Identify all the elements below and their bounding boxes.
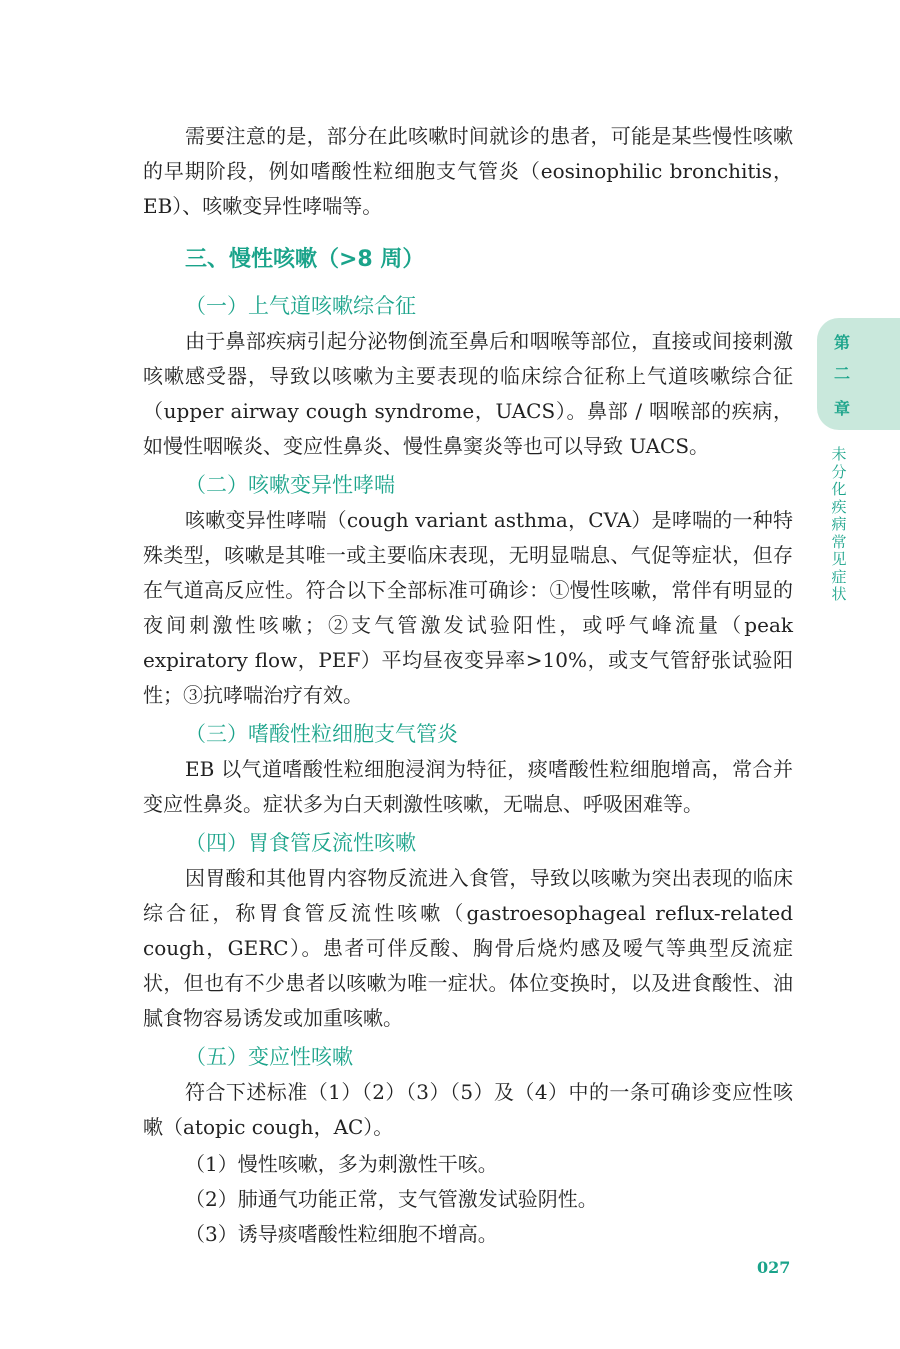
subheading-eb: （三）嗜酸性粒细胞支气管炎 (185, 722, 458, 746)
subheading-gerc: （四）胃食管反流性咳嗽 (185, 831, 416, 855)
subheading-uacs: （一）上气道咳嗽综合征 (185, 294, 416, 318)
chapter-tab-char: 章 (833, 399, 850, 418)
chapter-title-char: 常 (831, 532, 847, 551)
page-number: 027 (757, 1258, 791, 1277)
paragraph-eb: EB 以气道嗜酸性粒细胞浸润为特征，痰嗜酸性粒细胞增高，常合并变应性鼻炎。症状多为白天刺激性咳嗽，无喘息、呼吸困难等。 (143, 757, 793, 816)
criterion-item: （3）诱导痰嗜酸性粒细胞不增高。 (185, 1222, 498, 1246)
subheading-ac: （五）变应性咳嗽 (185, 1045, 353, 1069)
chapter-title-char: 分 (831, 462, 847, 481)
chapter-title-char: 未 (831, 445, 847, 463)
paragraph-intro: 需要注意的是，部分在此咳嗽时间就诊的患者，可能是某些慢性咳嗽的早期阶段，例如嗜酸性粒细胞支气管炎（eosinophilic bronchitis，EB）、咳嗽变异性哮喘等。 (143, 124, 793, 218)
page-content (143, 119, 793, 1252)
chapter-title-vertical (824, 446, 854, 604)
paragraph-uacs: 由于鼻部疾病引起分泌物倒流至鼻后和咽喉等部位，直接或间接刺激咳嗽感受器，导致以咳嗽为主要表现的临床综合征称上气道咳嗽综合征（upper airway cough syndrome，UACS）。鼻部 / 咽喉部的疾病，如慢性咽喉炎、变应性鼻炎、慢性鼻窦炎等也可以导致 UACS。 (143, 329, 793, 458)
chapter-tab-char: 二 (833, 364, 850, 383)
criterion-item: （1）慢性咳嗽，多为刺激性干咳。 (185, 1152, 498, 1176)
paragraph-ac: 符合下述标准（1）（2）（3）（5）及（4）中的一条可确诊变应性咳嗽（atopic cough，AC）。 (143, 1080, 793, 1139)
chapter-title-char: 疾 (831, 497, 847, 516)
subheading-cva: （二）咳嗽变异性哮喘 (185, 473, 395, 497)
chapter-title-char: 状 (831, 585, 847, 603)
section-heading: 三、慢性咳嗽（>8 周） (185, 247, 425, 272)
chapter-tab (817, 318, 900, 430)
chapter-tab-char: 第 (833, 333, 850, 352)
paragraph-gerc: 因胃酸和其他胃内容物反流进入食管，导致以咳嗽为突出表现的临床综合征，称胃食管反流性咳嗽（gastroesophageal reflux-related cough，GERC）。患者可伴反酸、胸骨后烧灼感及嗳气等典型反流症状，但也有不少患者以咳嗽为唯一症状。体位变换时，以及进食酸性、油腻食物容易诱发或加重咳嗽。 (143, 866, 793, 1030)
chapter-title-char: 病 (831, 515, 847, 533)
paragraph-cva: 咳嗽变异性哮喘（cough variant asthma，CVA）是哮喘的一种特殊类型，咳嗽是其唯一或主要临床表现，无明显喘息、气促等症状，但存在气道高反应性。符合以下全部标准可确诊：①慢性咳嗽，常伴有明显的夜间刺激性咳嗽；②支气管激发试验阳性，或呼气峰流量（peak expiratory flow，PEF）平均昼夜变异率>10%，或支气管舒张试验阳性；③抗哮喘治疗有效。 (143, 508, 793, 707)
chapter-title-char: 见 (831, 550, 847, 568)
chapter-title-char: 化 (831, 480, 847, 498)
criterion-item: （2）肺通气功能正常，支气管激发试验阴性。 (185, 1187, 598, 1211)
chapter-title-char: 症 (831, 567, 847, 586)
